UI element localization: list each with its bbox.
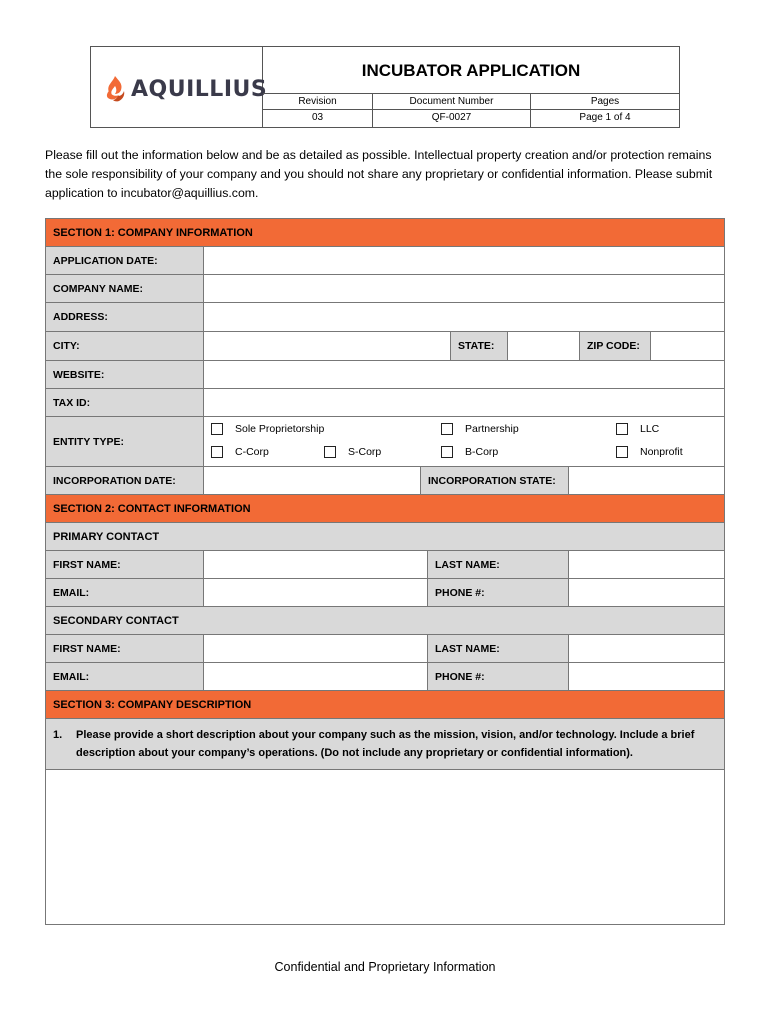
docnum-column [373,94,531,127]
c-corp-checkbox[interactable] [211,446,269,458]
nonprofit-checkbox[interactable] [616,446,683,458]
pages-label: Pages [531,94,679,110]
secondary-phone-label: PHONE #: [428,663,569,690]
incorporation-date-input[interactable] [204,467,421,494]
intro-paragraph: Please fill out the information below and be as detailed as possible. Intellectual property creation and/or protection remains the sole responsibility of your company and you should not share any proprietary or confidential information. Please submit application to incubator@aquillius.com. [45,148,713,200]
checkbox-label: Nonprofit [640,446,683,458]
revision-value: 03 [311,112,324,123]
secondary-email-input[interactable] [204,663,428,690]
city-row [46,332,724,361]
question-1 [46,719,724,770]
checkbox-box[interactable] [616,446,628,458]
llc-checkbox[interactable] [616,423,659,435]
document-header [90,46,680,128]
secondary-last-name-input[interactable] [569,635,724,662]
sole-proprietorship-checkbox[interactable] [211,423,324,435]
website-input[interactable] [204,361,724,388]
footer-text: Confidential and Proprietary Information [274,960,496,974]
checkbox-box[interactable] [324,446,336,458]
logo-text: AQUILLIUS [131,76,268,102]
address-label: ADDRESS: [46,303,204,331]
question-number: 1. [53,729,63,741]
entity-type-label: ENTITY TYPE: [46,417,204,466]
checkbox-label: C-Corp [235,446,269,458]
primary-first-name-label: FIRST NAME: [46,551,204,578]
pages-value: Page 1 of 4 [579,112,631,123]
checkbox-box[interactable] [211,446,223,458]
secondary-name-row [46,635,724,663]
section-3-header: SECTION 3: COMPANY DESCRIPTION [46,691,724,719]
checkbox-label: LLC [640,423,660,435]
address-input[interactable] [204,303,724,331]
secondary-last-name-label: LAST NAME: [428,635,569,662]
primary-name-row [46,551,724,579]
secondary-phone-input[interactable] [569,663,724,690]
incorporation-row [46,467,724,495]
b-corp-checkbox[interactable] [441,446,498,458]
secondary-contact-heading: SECONDARY CONTACT [46,607,724,635]
checkbox-box[interactable] [616,423,628,435]
checkbox-label: Partnership [465,423,519,435]
primary-first-name-input[interactable] [204,551,428,578]
checkbox-label: B-Corp [465,446,499,458]
tax-id-row [46,389,724,417]
checkbox-box[interactable] [441,423,453,435]
secondary-first-name-label: FIRST NAME: [46,635,204,662]
secondary-email-row [46,663,724,691]
company-logo [103,75,267,103]
flame-icon [103,75,127,103]
secondary-email-label: EMAIL: [46,663,204,690]
address-row [46,303,724,332]
checkbox-label: Sole Proprietorship [235,423,325,435]
application-date-row [46,247,724,275]
application-date-label: APPLICATION DATE: [46,247,204,274]
state-label: STATE: [451,332,508,360]
state-input[interactable] [508,332,580,360]
document-title: INCUBATOR APPLICATION [263,47,679,94]
docnum-label: Document Number [373,94,530,110]
city-input[interactable] [204,332,451,360]
entity-type-options [204,417,724,466]
docnum-value: QF-0027 [431,112,472,123]
pages-column [531,94,679,127]
zip-input[interactable] [651,332,724,360]
tax-id-label: TAX ID: [46,389,204,416]
primary-email-row [46,579,724,607]
primary-email-label: EMAIL: [46,579,204,606]
primary-last-name-input[interactable] [569,551,724,578]
document-meta [263,94,679,127]
question-1-answer-textarea[interactable] [46,770,724,924]
incorporation-state-label: INCORPORATION STATE: [421,467,569,494]
secondary-first-name-input[interactable] [204,635,428,662]
incorporation-state-input[interactable] [569,467,724,494]
section-1-header: SECTION 1: COMPANY INFORMATION [46,219,724,247]
s-corp-checkbox[interactable] [324,446,381,458]
company-name-input[interactable] [204,275,724,302]
checkbox-box[interactable] [211,423,223,435]
city-label: CITY: [46,332,204,360]
incorporation-date-label: INCORPORATION DATE: [46,467,204,494]
website-label: WEBSITE: [46,361,204,388]
entity-type-row [46,417,724,467]
company-name-row [46,275,724,303]
primary-phone-label: PHONE #: [428,579,569,606]
checkbox-label: S-Corp [348,446,382,458]
partnership-checkbox[interactable] [441,423,519,435]
primary-phone-input[interactable] [569,579,724,606]
primary-contact-heading: PRIMARY CONTACT [46,523,724,551]
zip-label: ZIP CODE: [580,332,651,360]
question-text: Please provide a short description about your company such as the mission, vision, and/or technology. Include a brief description about your company’s operations. (Do not include any proprietary or confidential information). [76,729,695,759]
tax-id-input[interactable] [204,389,724,416]
primary-last-name-label: LAST NAME: [428,551,569,578]
revision-label: Revision [263,94,372,110]
checkbox-box[interactable] [441,446,453,458]
company-name-label: COMPANY NAME: [46,275,204,302]
application-form [45,218,725,925]
primary-email-input[interactable] [204,579,428,606]
website-row [46,361,724,389]
section-2-header: SECTION 2: CONTACT INFORMATION [46,495,724,523]
application-date-input[interactable] [204,247,724,274]
revision-column [263,94,373,127]
logo-cell [91,47,268,127]
